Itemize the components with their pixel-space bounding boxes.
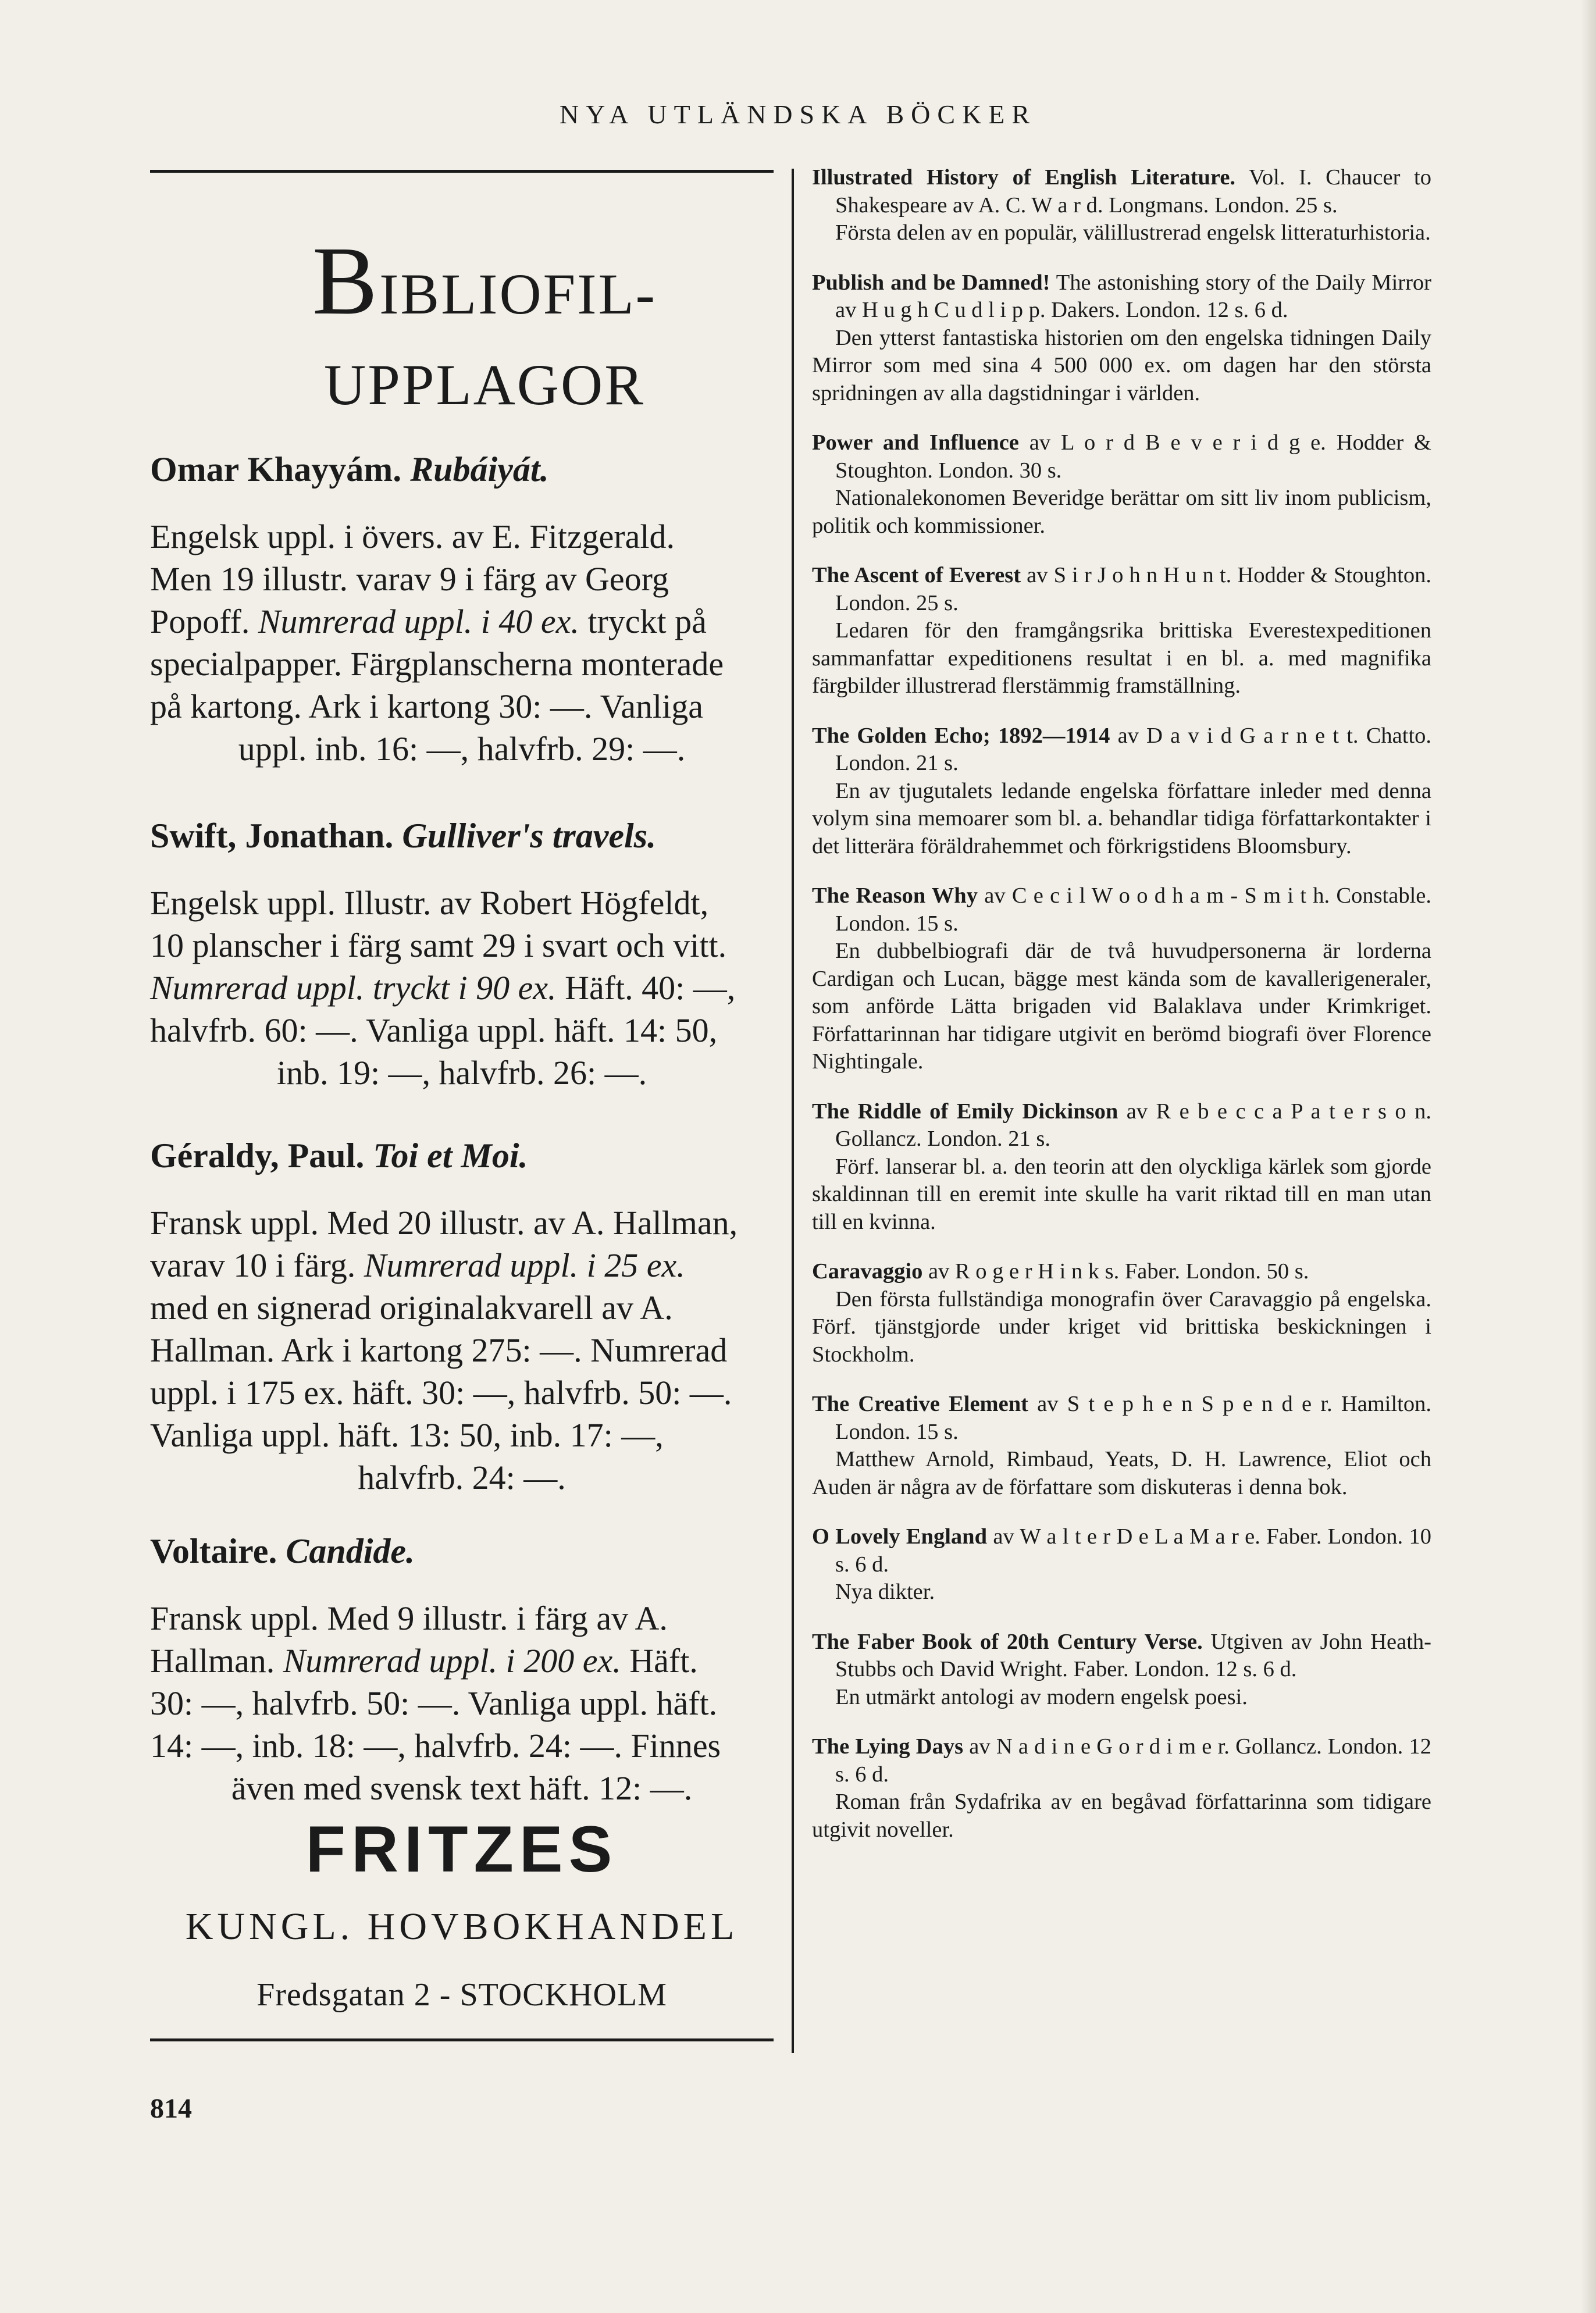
- book-title: [150, 814, 774, 857]
- book-title: [150, 1134, 774, 1177]
- review-heading: The Faber Book of 20th Century Verse. Utgiven av John Heath-Stubbs och David Wright. Faber. London. 12 s. 6 d.: [812, 1629, 1431, 1681]
- review-heading: O Lovely England av W a l t e r D e L a M a r e. Faber. London. 10 s. 6 d.: [812, 1524, 1431, 1577]
- ad-heading-initial: B: [312, 227, 380, 335]
- book-description-line: halvfrb. 24: —.: [358, 1459, 566, 1496]
- book-description-line: Fransk uppl. Med 20 illustr. av A. Hallman,: [150, 1204, 738, 1242]
- review-body: En utmärkt antologi av modern engelsk poesi.: [835, 1684, 1248, 1709]
- book-author: Géraldy, Paul.: [150, 1136, 365, 1175]
- review-entry: [812, 1391, 1431, 1501]
- book-entry: [150, 814, 774, 1094]
- book-description: [150, 1202, 774, 1499]
- book-description-line: Men 19 illustr. varav 9 i färg av Georg: [150, 560, 669, 598]
- running-head: NYA UTLÄNDSKA BÖCKER: [559, 99, 1037, 129]
- review-body: Matthew Arnold, Rimbaud, Yeats, D. H. Lawrence, Eliot och Auden är några av de författare som diskuteras i denna bok.: [812, 1447, 1431, 1499]
- review-body: En av tjugutalets ledande engelska författare inleder med denna volym sina memoarer som bl. a. behandlar tidiga författarkontakter i det litterära föräldrahemmet och förkrigstidens Bloomsbury.: [812, 778, 1431, 858]
- review-entry: [812, 562, 1431, 700]
- review-body: Första delen av en populär, välillustrerad engelsk litteraturhistoria.: [835, 220, 1431, 245]
- review-heading: Power and Influence av L o r d B e v e r i d g e. Hodder & Stoughton. London. 30 s.: [812, 430, 1431, 483]
- book-description-line: Hallman. Ark i kartong 275: —. Numrerad: [150, 1331, 728, 1369]
- review-entry: [812, 1733, 1431, 1844]
- book-description-line: uppl. inb. 16: —, halvfrb. 29: —.: [238, 730, 686, 768]
- book-author: Voltaire.: [150, 1532, 277, 1570]
- review-body: Den ytterst fantastiska historien om den engelska tidningen Daily Mirror som med sina 4 500 000 ex. om dagen har den största spridningen av alla dagstidningar i världen.: [812, 325, 1431, 405]
- book-title: [150, 448, 774, 491]
- book-work: Toi et Moi.: [373, 1136, 528, 1175]
- review-entry: [812, 1098, 1431, 1236]
- bottom-rule: [150, 2038, 774, 2041]
- publisher-address: Fredsgatan 2 - STOCKHOLM: [256, 1977, 667, 2013]
- review-heading: Publish and be Damned! The astonishing story of the Daily Mirror av H u g h C u d l i p p. Dakers. London. 12 s. 6 d.: [812, 270, 1431, 322]
- review-entry: [812, 722, 1431, 861]
- top-rule: [150, 170, 774, 173]
- ad-heading-line1-rest: IBLIOFIL-: [379, 262, 657, 326]
- book-description-line: inb. 19: —, halvfrb. 26: —.: [276, 1054, 647, 1092]
- review-entry: [812, 1523, 1431, 1606]
- review-body: Ledaren för den framgångsrika brittiska Everestexpeditionen sammanfattar expeditionens resultat i en bl. a. med magnifika färgbilder illustrerad flerstämmig framställning.: [812, 618, 1431, 698]
- book-description: [150, 882, 774, 1094]
- book-description-line: specialpapper. Färgplanscherna monterade: [150, 645, 724, 683]
- review-entry: [812, 1258, 1431, 1368]
- book-description: [150, 515, 774, 770]
- book-author: Swift, Jonathan.: [150, 817, 394, 855]
- ad-heading-line2: UPPLAGOR: [324, 352, 645, 417]
- review-entry: [812, 882, 1431, 1076]
- review-entry: [812, 1628, 1431, 1712]
- review-heading: The Ascent of Everest av S i r J o h n H u n t. Hodder & Stoughton. London. 25 s.: [812, 563, 1432, 615]
- book-work: Rubáiyát.: [410, 450, 549, 489]
- publisher-subtitle: KUNGL. HOVBOKHANDEL: [185, 1905, 739, 1948]
- book-description-line: på kartong. Ark i kartong 30: —. Vanliga: [150, 687, 703, 725]
- ad-heading-line1: [252, 227, 717, 340]
- book-description-line: Vanliga uppl. häft. 13: 50, inb. 17: —,: [150, 1416, 664, 1454]
- book-entry: [150, 448, 774, 770]
- book-description-line: halvfrb. 60: —. Vanliga uppl. häft. 14: 50,: [150, 1011, 718, 1049]
- review-body: Roman från Sydafrika av en begåvad författarinna som tidigare utgivit noveller.: [812, 1790, 1431, 1842]
- review-body: Nya dikter.: [835, 1580, 935, 1604]
- review-entry: [812, 429, 1431, 540]
- column-divider: [792, 169, 794, 2053]
- book-description: [150, 1597, 774, 1809]
- book-description-line: Engelsk uppl. i övers. av E. Fitzgerald.: [150, 518, 675, 555]
- book-title: [150, 1530, 774, 1573]
- book-description-line: 14: —, inb. 18: —, halvfrb. 24: —. Finnes: [150, 1727, 721, 1765]
- book-entry: [150, 1530, 774, 1809]
- book-description-line: Numrerad uppl. tryckt i 90 ex. Häft. 40: —,: [150, 969, 736, 1007]
- review-heading: The Lying Days av N a d i n e G o r d i m e r. Gollancz. London. 12 s. 6 d.: [812, 1734, 1432, 1787]
- book-description-line: med en signerad originalakvarell av A.: [150, 1289, 673, 1327]
- page-number: 814: [150, 2093, 192, 2124]
- book-description-line: 10 planscher i färg samt 29 i svart och vitt.: [150, 926, 727, 964]
- book-description-line: Engelsk uppl. Illustr. av Robert Högfeldt,: [150, 884, 709, 922]
- review-body: Nationalekonomen Beveridge berättar om sitt liv inom publicism, politik och kommissioner.: [812, 486, 1431, 538]
- review-heading: The Riddle of Emily Dickinson av R e b e c c a P a t e r s o n. Gollancz. London. 21 s.: [812, 1099, 1431, 1151]
- book-description-line: Hallman. Numrerad uppl. i 200 ex. Häft.: [150, 1642, 698, 1680]
- review-body: Den första fullständiga monografin över Caravaggio på engelska. Förf. tjänstgjorde under kriget vid brittiska beskickningen i Stockholm.: [812, 1286, 1431, 1367]
- review-entry: [812, 164, 1431, 247]
- ad-heading: [252, 227, 717, 430]
- book-work: Gulliver's travels.: [402, 817, 657, 855]
- review-heading: The Reason Why av C e c i l W o o d h a m - S m i t h. Constable. London. 15 s.: [812, 883, 1432, 936]
- book-author: Omar Khayyám.: [150, 450, 402, 489]
- review-heading: The Golden Echo; 1892—1914 av D a v i d G a r n e t t. Chatto. London. 21 s.: [812, 723, 1432, 775]
- book-description-line: uppl. i 175 ex. häft. 30: —, halvfrb. 50: —.: [150, 1374, 732, 1412]
- book-description-line: Popoff. Numrerad uppl. i 40 ex. tryckt på: [150, 603, 707, 640]
- review-body: Förf. lanserar bl. a. den teorin att den olyckliga kärlek som gjorde skaldinnan till en eremit inte skulle ha varit riktad till en man utan till en kvinna.: [812, 1154, 1431, 1234]
- book-description-line: 30: —, halvfrb. 50: —. Vanliga uppl. häft.: [150, 1684, 718, 1722]
- review-body: En dubbelbiografi där de två huvudpersonerna är lorderna Cardigan och Lucan, bägge mest kända som de kavallerigeneraler, som anförde Lätta brigaden vid Balaklava under Krimkriget. Författarinnan har tidigare utgivit en berömd biografi över Florence Nightingale.: [812, 939, 1431, 1074]
- book-description-line: även med svensk text häft. 12: —.: [231, 1769, 693, 1807]
- review-entry: [812, 269, 1431, 408]
- book-entry: [150, 1134, 774, 1499]
- page-edge-shadow: [1581, 0, 1596, 2313]
- book-work: Candide.: [286, 1532, 415, 1570]
- review-heading: Caravaggio av R o g e r H i n k s. Faber. London. 50 s.: [812, 1259, 1309, 1284]
- review-heading: The Creative Element av S t e p h e n S p e n d e r. Hamilton. London. 15 s.: [812, 1392, 1431, 1444]
- reviews-column: [812, 164, 1431, 1866]
- book-description-line: varav 10 i färg. Numrerad uppl. i 25 ex.: [150, 1246, 685, 1284]
- review-heading: Illustrated History of English Literature. Vol. I. Chaucer to Shakespeare av A. C. W a r d. Longmans. London. 25 s.: [812, 165, 1431, 218]
- book-description-line: Fransk uppl. Med 9 illustr. i färg av A.: [150, 1599, 668, 1637]
- publisher-name: FRITZES: [305, 1813, 618, 1886]
